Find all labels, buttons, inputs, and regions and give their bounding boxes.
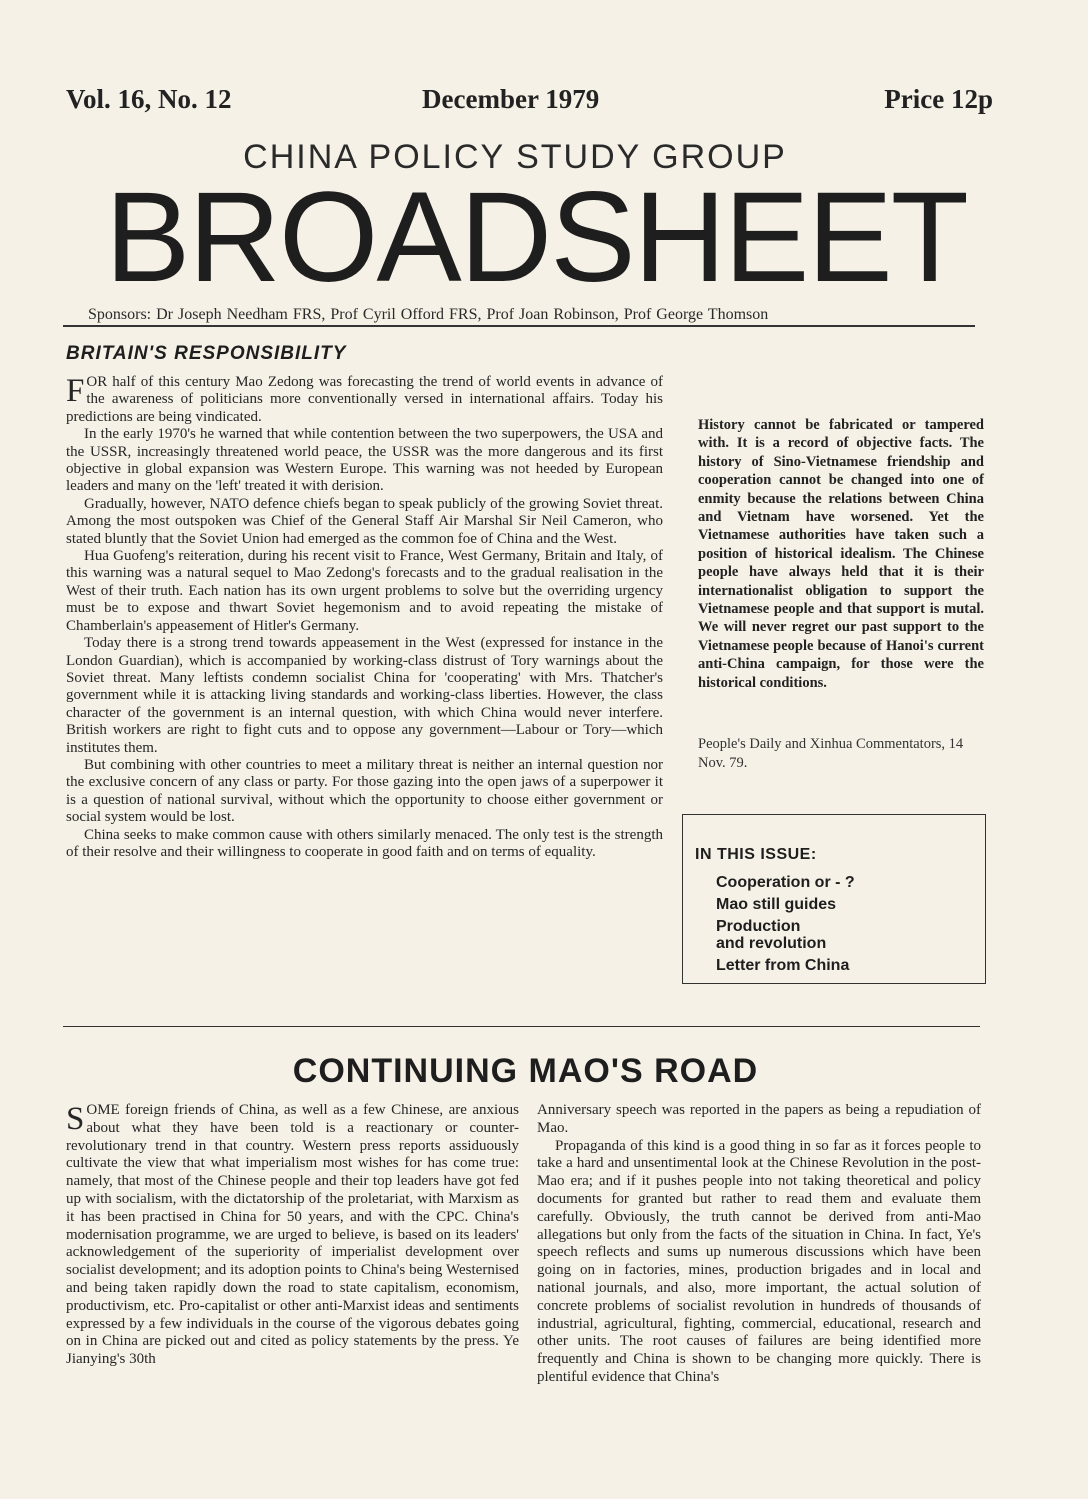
article-paragraph: Propaganda of this kind is a good thing in so far as it forces people to take a hard and unsentimental look at the Chinese Revolution in the post-Mao era; and if it pushes people into not taking theoretical and policy documents for granted but rather to read them and evaluate them carefully. Obviously, the truth cannot be derived from anti-Mao allegations but only from the facts of the situation in China. In fact, Ye's speech reflects and sums up numerous discussions which have been going on in factories, mines, production brigades and in local and national journals, and also, more important, the actual solution of concrete problems of socialist revolution in hundreds of thousands of industrial, agricultural, fighting, commercial, educational, research and other units. The root causes of failures are being identified more frequently and China is shown to be changing more quickly. There is plentiful evidence that China's [537, 1137, 981, 1385]
masthead-title: BROADSHEET [105, 166, 967, 309]
lead-paragraph: But combining with other countries to meet a military threat is neither an internal question nor the exclusive concern of any class or party. For those gazing into the open jaws of a superpower it is a question of national survival, without which the opportunity to choose either government or social system would be lost. [66, 756, 663, 826]
issue-price: Price 12p [884, 84, 993, 114]
quote-source: People's Daily and Xinhua Commentators, 14 Nov. 79. [698, 736, 964, 771]
article-column-left [66, 1102, 519, 1369]
drop-cap: S [66, 1101, 85, 1137]
article-column-right [537, 1102, 981, 1387]
pull-quote: History cannot be fabricated or tampered with. It is a record of objective facts. The history of Sino-Vietnamese friendship and cooperation cannot be changed into one of enmity because the relations between China and Vietnam have worsened. Yet the Vietnamese authorities have taken such a position of historical idealism. The Chinese people have always held that it is their internationalist obligation to support the Vietnamese people and that support is mutal. We will never regret our past support to the Vietnamese people because of Hanoi's current anti-China campaign, for those were the historical conditions. [698, 417, 984, 691]
in-this-issue-title: IN THIS ISSUE: [695, 846, 817, 863]
lead-article-body [66, 374, 663, 861]
article-paragraph: SOME foreign friends of China, as well as a few Chinese, are anxious about what they have been told is a reactionary or counter-revolutionary trend in that country. Western press reports assiduously cultivate the view that what imperialism most wishes for has come true: namely, that most of the Chinese people and their top leaders have got fed up with socialism, with the dictatorship of the proletariat, with Marxism as it has been practised in China for 50 years, and with the CPC. China's modernisation programme, we are urged to believe, is based on its leaders' acknowledgement of the superiority of imperialist development over socialist development; and its adoption points to China's being Westernised and being taken rapidly down the road to state capitalism, economism, productivism, etc. Pro-capitalist or other anti-Marxist ideas and sentiments expressed by a few individuals in the course of the vigorous debates going on in China are picked out and cited as policy statements by the press. Ye Jianying's 30th [66, 1101, 519, 1368]
issue-date: December 1979 [422, 84, 600, 114]
publisher-name: CHINA POLICY STUDY GROUP [243, 138, 787, 176]
lead-paragraph: FOR half of this century Mao Zedong was forecasting the trend of world events in advance of the awareness of politicians more conventionally versed in international affairs. Today his predictions are being vindicated. [66, 373, 663, 425]
masthead-rule [63, 325, 975, 327]
contents-item: Mao still guides [716, 896, 837, 913]
volume-number: Vol. 16, No. 12 [66, 84, 232, 114]
lead-paragraph: Today there is a strong trend towards appeasement in the West (expressed for instance in the London Guardian), which is accompanied by working-class distrust of Tory warnings about the Soviet threat. Many leftists condemn socialist China for 'cooperating' with Mrs. Thatcher's government while it is attacking living standards and working-class liberties. However, the class character of the government is an internal question, with which China would never interfere. British workers are right to fight cuts and to oppose any government—Labour or Tory—which institutes them. [66, 635, 663, 756]
contents-item: Cooperation or - ? [716, 874, 855, 891]
drop-cap: F [66, 373, 85, 409]
lead-paragraph: China seeks to make common cause with others similarly menaced. The only test is the strength of their resolve and their willingness to cooperate in good faith and on terms of equality. [66, 826, 663, 860]
issue-line [66, 84, 993, 124]
lead-paragraph: In the early 1970's he warned that while contention between the two superpowers, the USA and the USSR, increasingly threatened world peace, the USSR was the more dangerous and its first objective in global expansion was Western Europe. This warning was not heeded by European leaders and many on the 'left' treated it with derision. [66, 426, 663, 495]
section-divider [63, 1026, 980, 1027]
lead-paragraph: Gradually, however, NATO defence chiefs began to speak publicly of the growing Soviet threat. Among the most outspoken was Chief of the General Staff Air Marshal Sir Neil Cameron, who stated bluntly that the Soviet Union had emerged as the common foe of China and the West. [66, 495, 663, 547]
article-paragraph: Anniversary speech was reported in the papers as being a repudiation of Mao. [537, 1102, 981, 1136]
second-article-heading: CONTINUING MAO'S ROAD [292, 1052, 759, 1090]
contents-item: Letter from China [716, 957, 850, 974]
lead-paragraph: Hua Guofeng's reiteration, during his recent visit to France, West Germany, Britain and Italy, of this warning was a natural sequel to Mao Zedong's forecasts and to the gradual realisation in the West of their truth. Each nation has its own urgent problems to solve but the overriding urgency must be to expose and thwart Soviet hegemonism and to avoid repeating the mistake of Chamberlain's appeasement of Hitler's Germany. [66, 548, 663, 634]
sponsors-line: Sponsors: Dr Joseph Needham FRS, Prof Cyril Offord FRS, Prof Joan Robinson, Prof George Thomson [88, 306, 769, 323]
contents-list [716, 874, 855, 979]
contents-item: Production and revolution [716, 918, 827, 952]
lead-article-heading: BRITAIN'S RESPONSIBILITY [66, 343, 347, 364]
